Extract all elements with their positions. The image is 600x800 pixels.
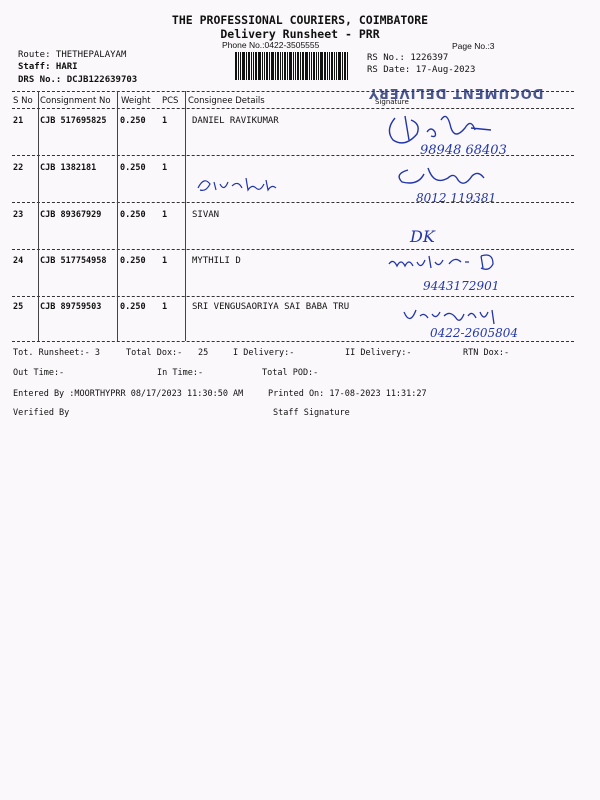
phone-number: Phone No.:0422-3505555 (222, 40, 320, 50)
rs-number: RS No.: 1226397 (367, 53, 449, 63)
staff-signature: Staff Signature (273, 408, 350, 418)
total-runsheet: Tot. Runsheet:- 3 (13, 348, 100, 358)
signature-row-24 (385, 250, 575, 294)
row-sno: 25 (13, 302, 24, 312)
row-consignee: SIVAN (192, 210, 220, 220)
svg-text:0422-2605804: 0422-2605804 (430, 326, 519, 340)
row-sno: 23 (13, 210, 24, 220)
row-rule (12, 296, 574, 297)
row-pcs: 1 (162, 116, 168, 126)
rs-date: RS Date: 17-Aug-2023 (367, 65, 476, 75)
header-signature: Signature (375, 98, 409, 106)
row-consignment: CJB 517695825 (40, 116, 107, 126)
column-divider (185, 91, 186, 341)
row-consignee: MYTHILI D (192, 256, 241, 266)
i-delivery: I Delivery:- (233, 348, 295, 358)
signature-row-23 (408, 222, 468, 248)
signature-row-25 (400, 300, 572, 342)
column-divider (117, 91, 118, 341)
row-consignment: CJB 517754958 (40, 256, 107, 266)
signature-row-21 (375, 110, 575, 158)
entered-by: Entered By :MOORTHYPRR 08/17/2023 11:30:50 AM (13, 389, 244, 399)
in-time: In Time:- (157, 368, 204, 378)
row-sno: 24 (13, 256, 24, 266)
verified-by: Verified By (13, 408, 70, 418)
svg-text:8012 119381: 8012 119381 (416, 191, 497, 204)
row-consignment: CJB 89367929 (40, 210, 102, 220)
row-weight: 0.250 (120, 116, 146, 126)
rtn-dox: RTN Dox:- (463, 348, 510, 358)
table-top-rule (12, 91, 574, 92)
row-pcs: 1 (162, 256, 168, 266)
printed-on: Printed On: 17-08-2023 11:31:27 (268, 389, 427, 399)
signature-row-22 (388, 160, 568, 204)
header-rule (12, 108, 574, 109)
company-name: THE PROFESSIONAL COURIERS, COIMBATORE (171, 13, 429, 27)
total-pod: Total POD:- (262, 368, 319, 378)
row-pcs: 1 (162, 210, 168, 220)
barcode (235, 52, 360, 80)
total-dox-value: 25 (198, 348, 209, 358)
page-number: Page No.:3 (452, 41, 495, 51)
handwritten-name-row-22 (192, 170, 282, 198)
row-consignee: SRI VENGUSAORIYA SAI BABA TRU (192, 302, 350, 312)
drs-number: DRS No.: DCJB122639703 (18, 75, 138, 85)
out-time: Out Time:- (13, 368, 65, 378)
row-weight: 0.250 (120, 163, 146, 173)
document-title: Delivery Runsheet - PRR (220, 27, 380, 41)
document-delivery-stamp: DOCUMENT DELIVERY (368, 85, 544, 100)
column-divider (38, 91, 39, 341)
svg-text:98948 68403: 98948 68403 (420, 143, 507, 158)
row-consignee: DANIEL RAVIKUMAR (192, 116, 279, 126)
row-pcs: 1 (162, 163, 168, 173)
total-dox-label: Total Dox:- (126, 348, 183, 358)
row-pcs: 1 (162, 302, 168, 312)
staff: Staff: HARI (18, 62, 78, 72)
header-sno: S No (13, 96, 33, 106)
header-consignment: Consignment No (40, 96, 111, 106)
row-sno: 21 (13, 116, 24, 126)
svg-text:9443172901: 9443172901 (423, 279, 500, 293)
row-consignment: CJB 89759503 (40, 302, 102, 312)
ii-delivery: II Delivery:- (345, 348, 412, 358)
header-consignee-details: Consignee Details (188, 96, 265, 106)
svg-text:DK: DK (410, 227, 435, 246)
row-weight: 0.250 (120, 210, 146, 220)
row-weight: 0.250 (120, 302, 146, 312)
row-sno: 22 (13, 163, 24, 173)
row-consignment: CJB 1382181 (40, 163, 97, 173)
row-weight: 0.250 (120, 256, 146, 266)
header-pcs: PCS (162, 96, 179, 106)
route: Route: THETHEPALAYAM (18, 50, 127, 60)
header-weight: Weight (121, 96, 151, 106)
